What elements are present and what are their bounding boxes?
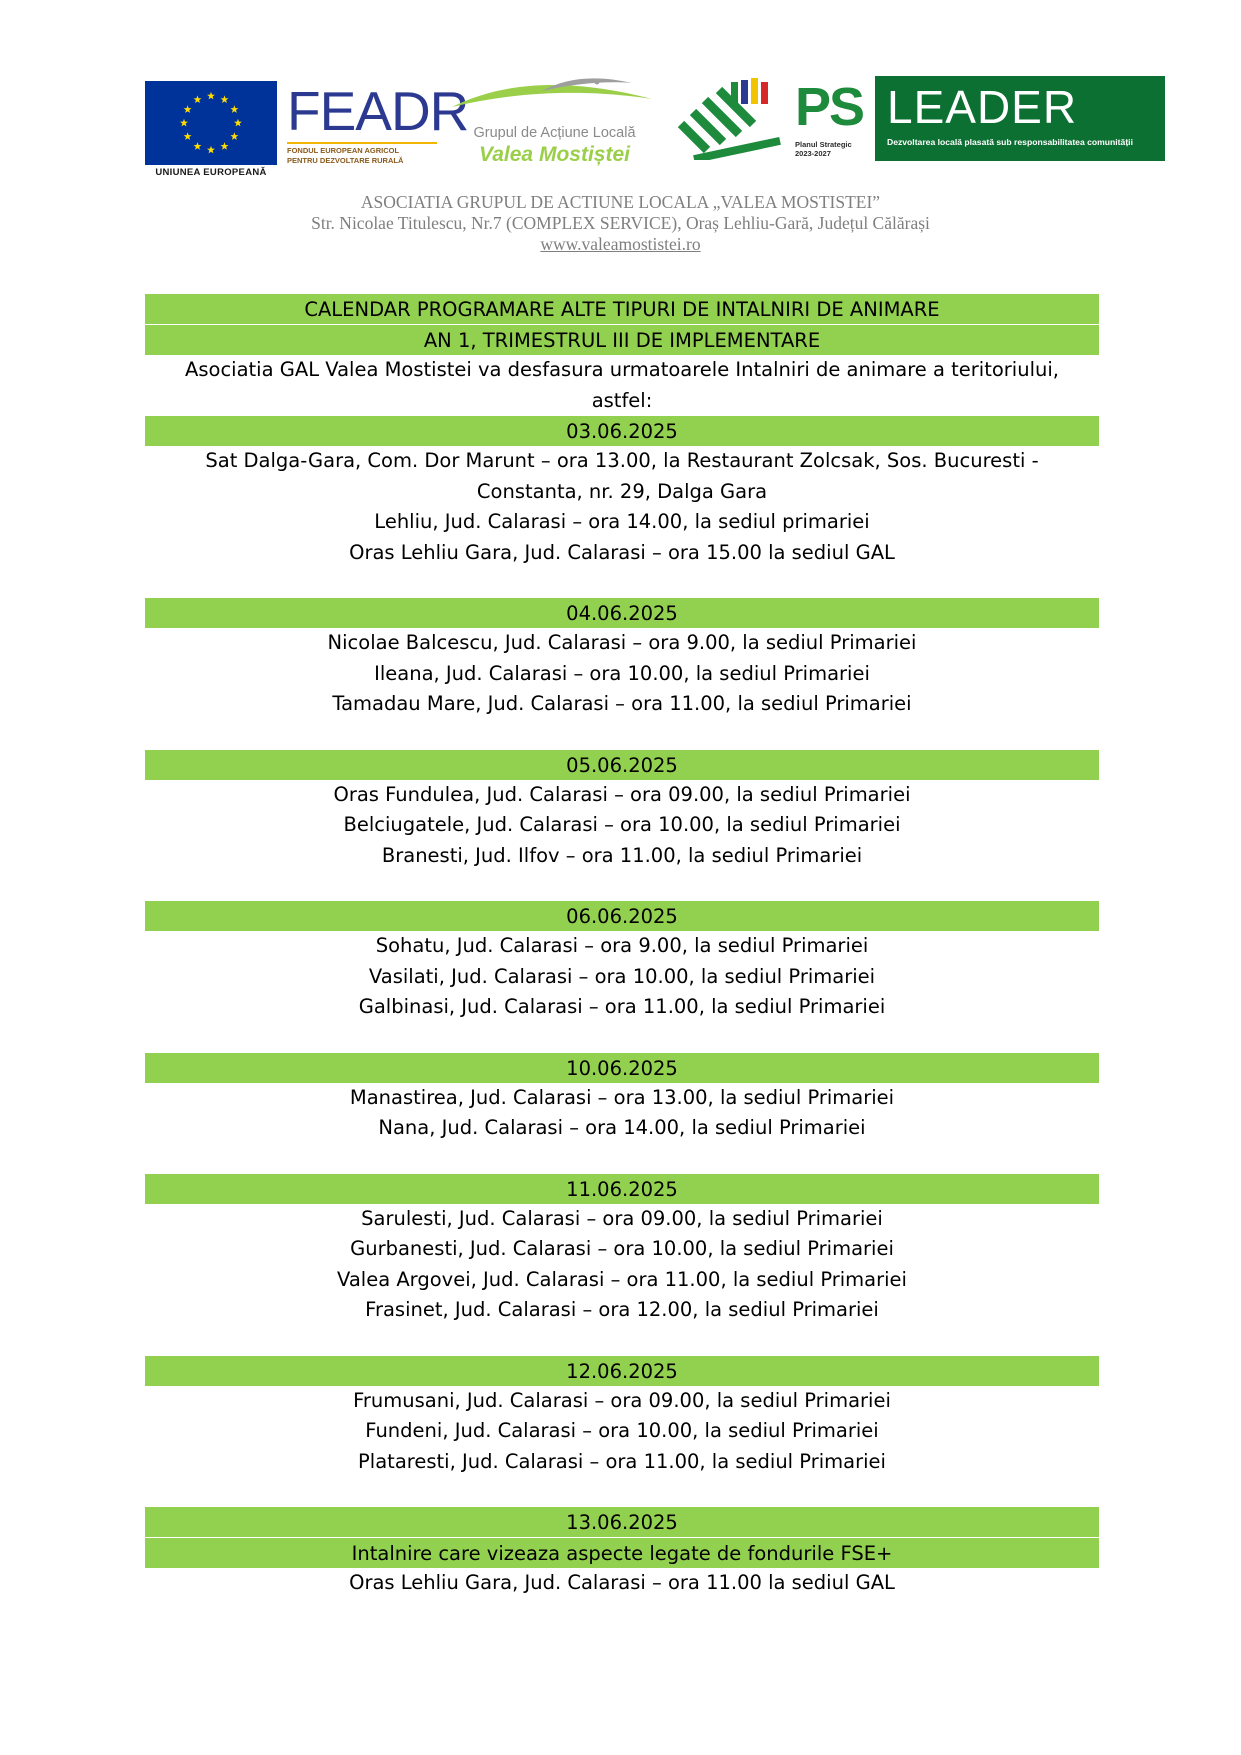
eu-star-icon <box>207 92 215 100</box>
ps-emblem-icon <box>673 78 791 160</box>
eu-star-icon <box>221 142 229 150</box>
day-spacer <box>145 1326 1099 1356</box>
ps-logo <box>673 77 864 178</box>
meeting-entry: Sohatu, Jud. Calarasi – ora 9.00, la sediul Primariei <box>375 934 869 957</box>
eu-star-icon <box>221 95 229 103</box>
meeting-entry: Frumusani, Jud. Calarasi – ora 09.00, la sediul Primariei <box>353 1388 891 1412</box>
ps-subtitle-line1: Planul Strategic <box>795 140 852 149</box>
meeting-entry: Branesti, Jud. Ilfov – ora 11.00, la sediul Primariei <box>381 843 863 867</box>
day-block <box>145 1507 1099 1599</box>
meeting-entry: Sarulesti, Jud. Calarasi – ora 09.00, la sediul Primariei <box>361 1206 883 1230</box>
meeting-entry: Belciugatele, Jud. Calarasi – ora 10.00, la sediul Primariei <box>343 813 901 836</box>
meeting-entry: Frasinet, Jud. Calarasi – ora 12.00, la sediul Primariei <box>365 1298 879 1321</box>
day-date: 03.06.2025 <box>145 416 1099 446</box>
meeting-entry: Nana, Jud. Calarasi – ora 14.00, la sediul Primariei <box>378 1116 866 1139</box>
meeting-entry: Valea Argovei, Jud. Calarasi – ora 11.00, la sediul Primariei <box>337 1267 907 1291</box>
association-address: Str. Nicolae Titulescu, Nr.7 (COMPLEX SERVICE), Oraș Lehliu-Gară, Județul Călărași <box>311 213 930 233</box>
day-date: 13.06.2025 <box>145 1507 1099 1537</box>
day-date: 10.06.2025 <box>145 1053 1099 1083</box>
meeting-entry: Oras Lehliu Gara, Jud. Calarasi – ora 11.00 la sediul GAL <box>349 1571 895 1594</box>
gal-swoosh-icon <box>447 77 662 127</box>
day-date: 04.06.2025 <box>145 598 1099 628</box>
day-spacer <box>145 871 1099 901</box>
meeting-entry: Constanta, nr. 29, Dalga Gara <box>476 479 768 503</box>
eu-stars-icon <box>145 81 277 165</box>
calendar-title: CALENDAR PROGRAMARE ALTE TIPURI DE INTALNIRI DE ANIMARE <box>145 294 1099 324</box>
day-block <box>145 901 1099 1053</box>
gal-logo <box>447 77 662 177</box>
calendar-intro <box>145 355 1099 416</box>
calendar-intro-line1: Asociatia GAL Valea Mostistei va desfasura urmatoarele Intalniri de animare a teritoriului, <box>185 358 1059 381</box>
day-spacer <box>145 1023 1099 1053</box>
eu-flag-icon <box>145 81 277 165</box>
eu-star-icon <box>230 105 238 113</box>
calendar-subtitle: AN 1, TRIMESTRUL III DE IMPLEMENTARE <box>145 325 1099 355</box>
calendar-days <box>145 416 1099 1599</box>
calendar-intro-line2: astfel: <box>591 388 653 412</box>
eu-star-icon <box>180 119 188 127</box>
gal-line1: Grupul de Acțiune Locală <box>473 125 636 141</box>
day-spacer <box>145 720 1099 750</box>
eu-star-icon <box>194 95 202 103</box>
association-header <box>0 192 1241 255</box>
meeting-entry: Nicolae Balcescu, Jud. Calarasi – ora 9.00, la sediul Primariei <box>327 631 917 654</box>
day-block <box>145 598 1099 750</box>
eu-star-icon <box>207 146 215 154</box>
leader-word: LEADER <box>887 81 1078 133</box>
day-block <box>145 1053 1099 1174</box>
meeting-entry: Oras Fundulea, Jud. Calarasi – ora 09.00, la sediul Primariei <box>333 782 911 806</box>
meeting-entry: Lehliu, Jud. Calarasi – ora 14.00, la sediul primariei <box>374 510 870 533</box>
calendar-document <box>145 294 1099 1599</box>
day-block <box>145 416 1099 598</box>
ps-subtitle-line2: 2023-2027 <box>795 149 831 158</box>
meeting-entry: Oras Lehliu Gara, Jud. Calarasi – ora 15.00 la sediul GAL <box>349 540 895 564</box>
feadr-logo <box>287 80 469 178</box>
day-date: 11.06.2025 <box>145 1174 1099 1204</box>
ps-letters: PS <box>795 77 864 137</box>
day-date: 12.06.2025 <box>145 1356 1099 1386</box>
day-block <box>145 750 1099 902</box>
meeting-entry: Plataresti, Jud. Calarasi – ora 11.00, la sediul Primariei <box>358 1449 886 1473</box>
day-block <box>145 1356 1099 1508</box>
meeting-entry: Fundeni, Jud. Calarasi – ora 10.00, la sediul Primariei <box>365 1419 879 1442</box>
day-spacer <box>145 568 1099 598</box>
gal-line2: Valea Mostiștei <box>479 143 630 166</box>
meeting-entry: Sat Dalga-Gara, Com. Dor Marunt – ora 13.00, la Restaurant Zolcsak, Sos. Bucuresti - <box>205 449 1039 472</box>
feadr-word: FEADR <box>287 80 469 142</box>
ps-subtitle <box>795 140 852 158</box>
logo-bar <box>145 70 1165 190</box>
day-spacer <box>145 1144 1099 1174</box>
feadr-subtitle-line2: PENTRU DEZVOLTARE RURALĂ <box>287 156 404 165</box>
feadr-subtitle-line1: FONDUL EUROPEAN AGRICOL <box>287 146 400 155</box>
eu-star-icon <box>234 119 242 127</box>
meeting-entry: Vasilati, Jud. Calarasi – ora 10.00, la sediul Primariei <box>368 964 876 988</box>
meeting-entry: Gurbanesti, Jud. Calarasi – ora 10.00, la sediul Primariei <box>350 1237 894 1260</box>
association-website-link[interactable]: www.valeamostistei.ro <box>540 234 701 254</box>
association-name: ASOCIATIA GRUPUL DE ACTIUNE LOCALA „VALEA MOSTISTEI” <box>360 192 881 212</box>
meeting-entry: Galbinasi, Jud. Calarasi – ora 11.00, la sediul Primariei <box>358 995 886 1018</box>
meeting-entry: Ileana, Jud. Calarasi – ora 10.00, la sediul Primariei <box>374 661 870 685</box>
eu-star-icon <box>230 132 238 140</box>
eu-star-icon <box>184 105 192 113</box>
eu-caption: UNIUNEA EUROPEANĂ <box>155 167 267 178</box>
feadr-subtitle <box>287 142 437 166</box>
leader-subtitle: Dezvoltarea locală plasată sub responsabilitatea comunității <box>887 137 1133 147</box>
eu-star-icon <box>194 142 202 150</box>
meeting-entry: Manastirea, Jud. Calarasi – ora 13.00, la sediul Primariei <box>349 1085 895 1109</box>
day-date: 05.06.2025 <box>145 750 1099 780</box>
eu-logo <box>145 81 277 176</box>
day-date: 06.06.2025 <box>145 901 1099 931</box>
meeting-entry: Tamadau Mare, Jud. Calarasi – ora 11.00, la sediul Primariei <box>332 692 912 715</box>
day-spacer <box>145 1477 1099 1507</box>
day-topic: Intalnire care vizeaza aspecte legate de fondurile FSE+ <box>145 1538 1099 1568</box>
eu-star-icon <box>184 132 192 140</box>
day-block <box>145 1174 1099 1356</box>
leader-logo <box>875 76 1165 161</box>
